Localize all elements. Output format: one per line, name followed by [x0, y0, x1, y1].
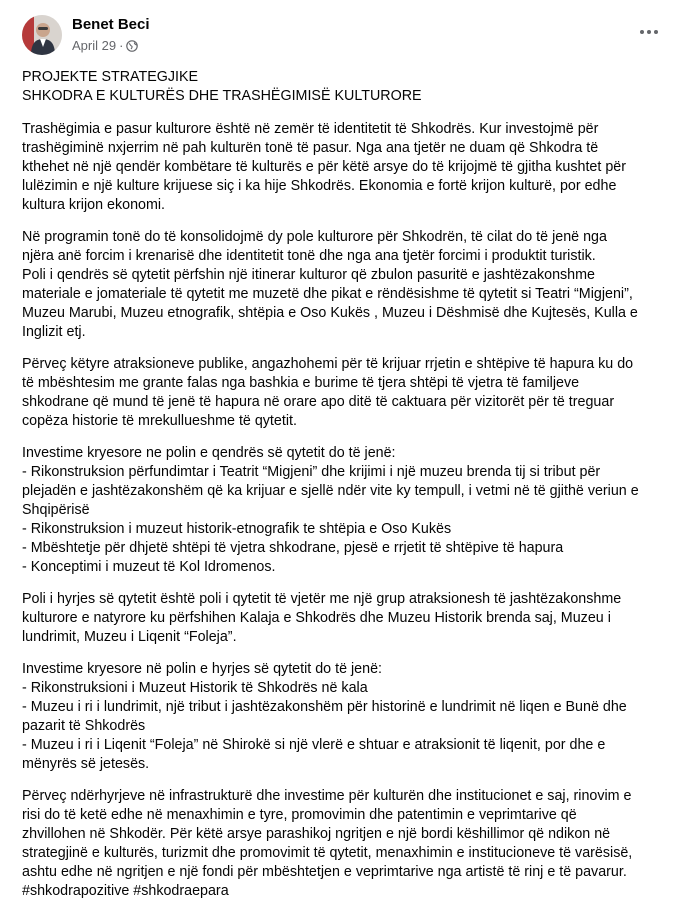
paragraph-1 — [22, 120, 661, 215]
text-line: copëza historie të mrekullueshme të qytetit. — [22, 413, 297, 429]
author-name[interactable]: Benet Beci — [72, 16, 150, 33]
text-line: - Rikonstruksion përfundimtar i Teatrit “Migjeni” dhe krijimi i një muzeu brenda tij si tribut për — [22, 464, 601, 480]
text-line: ashtu edhe në ngritjen e një fondi për mbështetjen e veprimtarive nga artistë të rinj e të pavarur. — [22, 864, 627, 880]
text-line: lulëzimin e një kulture krijuese siç i ka hije Shkodrës. Ekonomia e fortë krijon kulturë, por edhe — [22, 178, 617, 194]
paragraph-2 — [22, 228, 661, 342]
post-meta — [72, 38, 138, 53]
text-line: - Rikonstruksion i muzeut historik-etnografik te shtëpia e Oso Kukës — [22, 521, 452, 537]
text-line: - Muzeu i ri i lundrimit, një tribut i jashtëzakonshëm për historinë e lundrimit në liqen e Bunë dhe — [22, 699, 627, 715]
hashtags-link[interactable]: #shkodrapozitive #shkodraepara — [22, 883, 229, 899]
text-line: Përveç ndërhyrjeve në infrastrukturë dhe investime për kulturën dhe institucionet e saj, rinovim e — [22, 788, 632, 804]
text-line: Shqipërisë — [22, 502, 90, 518]
text-line: Investime kryesore ne polin e qendrës së qytetit do të jenë: — [22, 445, 396, 461]
post-title — [22, 68, 661, 106]
text-line: Inglizit etj. — [22, 324, 86, 340]
text-line: - Rikonstruksioni i Muzeut Historik të Shkodrës në kala — [22, 680, 368, 696]
text-line: risi do të ketë edhe në menaxhimin e tyre, promovimin dhe patentimin e veprimtarive që — [22, 807, 577, 823]
text-line: - Konceptimi i muzeut të Kol Idromenos. — [22, 559, 276, 575]
text-line: pazarit të Shkodrës — [22, 718, 146, 734]
text-line: plejadën e jashtëzakonshëm që ka krijuar e sjellë ndër vite ky tempull, i vetmi në të gjithë veriun e — [22, 483, 639, 499]
text-line: Poli i qendrës së qytetit përfshin një itinerar kulturor që zbulon pasuritë e jashtëzakonshme — [22, 267, 595, 283]
title-line: SHKODRA E KULTURËS DHE TRASHËGIMISË KULTURORE — [22, 88, 422, 104]
title-line: PROJEKTE STRATEGJIKE — [22, 69, 199, 85]
post-date[interactable]: April 29 — [72, 38, 117, 53]
text-line: kthehet në një qendër kombëtare të kulturës e për këtë arsye do të krijojmë të gjitha kushtet për — [22, 159, 626, 175]
meta-separator: · — [119, 38, 124, 53]
globe-icon[interactable] — [126, 40, 138, 52]
text-line: kulturore e natyrore ku përfshihen Kalaja e Shkodrës dhe Muzeu Historik brenda saj, Muzeu i — [22, 610, 611, 626]
text-line: strategjinë e kulturës, turizmit dhe promovimit të qytetit, menaxhimin e institucioneve të varësisë, — [22, 845, 633, 861]
text-line: zhvillohen në Shkodër. Për këtë arsye parashikoj ngritjen e një bordi këshillimor që ndikon në — [22, 826, 611, 842]
paragraph-6 — [22, 660, 661, 774]
text-line: të mbështesim me grante falas nga bashkia e burime të tjera shtëpi të vjetra të familjeve — [22, 375, 580, 391]
text-line: - Mbështetje për dhjetë shtëpi të vjetra shkodrane, pjesë e rrjetit të shtëpive të hapura — [22, 540, 564, 556]
text-line: kultura krijon ekonomi. — [22, 197, 166, 213]
avatar-image — [22, 15, 62, 55]
text-line: mënyrës së jetesës. — [22, 756, 150, 772]
text-line: - Muzeu i ri i Liqenit “Foleja” në Shirokë si një vlerë e shtuar e atraksionit të liqenit, por dhe e — [22, 737, 606, 753]
text-line: materiale e jomateriale të qytetit me muzetë dhe pikat e rëndësishme të qytetit si Teatri “Migjeni”, — [22, 286, 633, 302]
paragraph-7 — [22, 787, 661, 901]
author-avatar[interactable] — [22, 15, 62, 55]
text-line: Investime kryesore në polin e hyrjes së qytetit do të jenë: — [22, 661, 382, 677]
paragraph-5 — [22, 590, 661, 647]
text-line: Trashëgimia e pasur kulturore është në zemër të identitetit të Shkodrës. Kur investojmë për — [22, 121, 599, 137]
post-body — [22, 68, 661, 901]
post-header — [22, 0, 661, 62]
text-line: Poli i hyrjes së qytetit është poli i qytetit të vjetër me një grup atraksionesh të jashtëzakonshme — [22, 591, 622, 607]
text-line: Muzeu Marubi, Muzeu etnografik, shtëpia e Oso Kukës , Muzeu i Dëshmisë dhe Kujtesës, Kulla e — [22, 305, 638, 321]
text-line: Në programin tonë do të konsolidojmë dy pole kulturore për Shkodrën, të cilat do të jenë nga — [22, 229, 607, 245]
text-line: trashëgiminë nxjerrim në pah kulturën tonë të pasur. Nga ana tjetër ne duam që Shkodra të — [22, 140, 599, 156]
text-line: lundrimit, Muzeu i Liqenit “Foleja”. — [22, 629, 237, 645]
more-options-icon[interactable] — [637, 22, 661, 42]
paragraph-4 — [22, 444, 661, 577]
text-line: Përveç këtyre atraksioneve publike, angazhohemi për të krijuar rrjetin e shtëpive të hapura ku do — [22, 356, 634, 372]
text-line: njëra anë forcim i krenarisë dhe identitetit tonë dhe nga ana tjetër forcimi i produktit turistik. — [22, 248, 596, 264]
paragraph-3 — [22, 355, 661, 431]
text-line: shkodrane që mund të jenë të hapura në orare apo ditë të caktuara për vizitorët për të treguar — [22, 394, 615, 410]
